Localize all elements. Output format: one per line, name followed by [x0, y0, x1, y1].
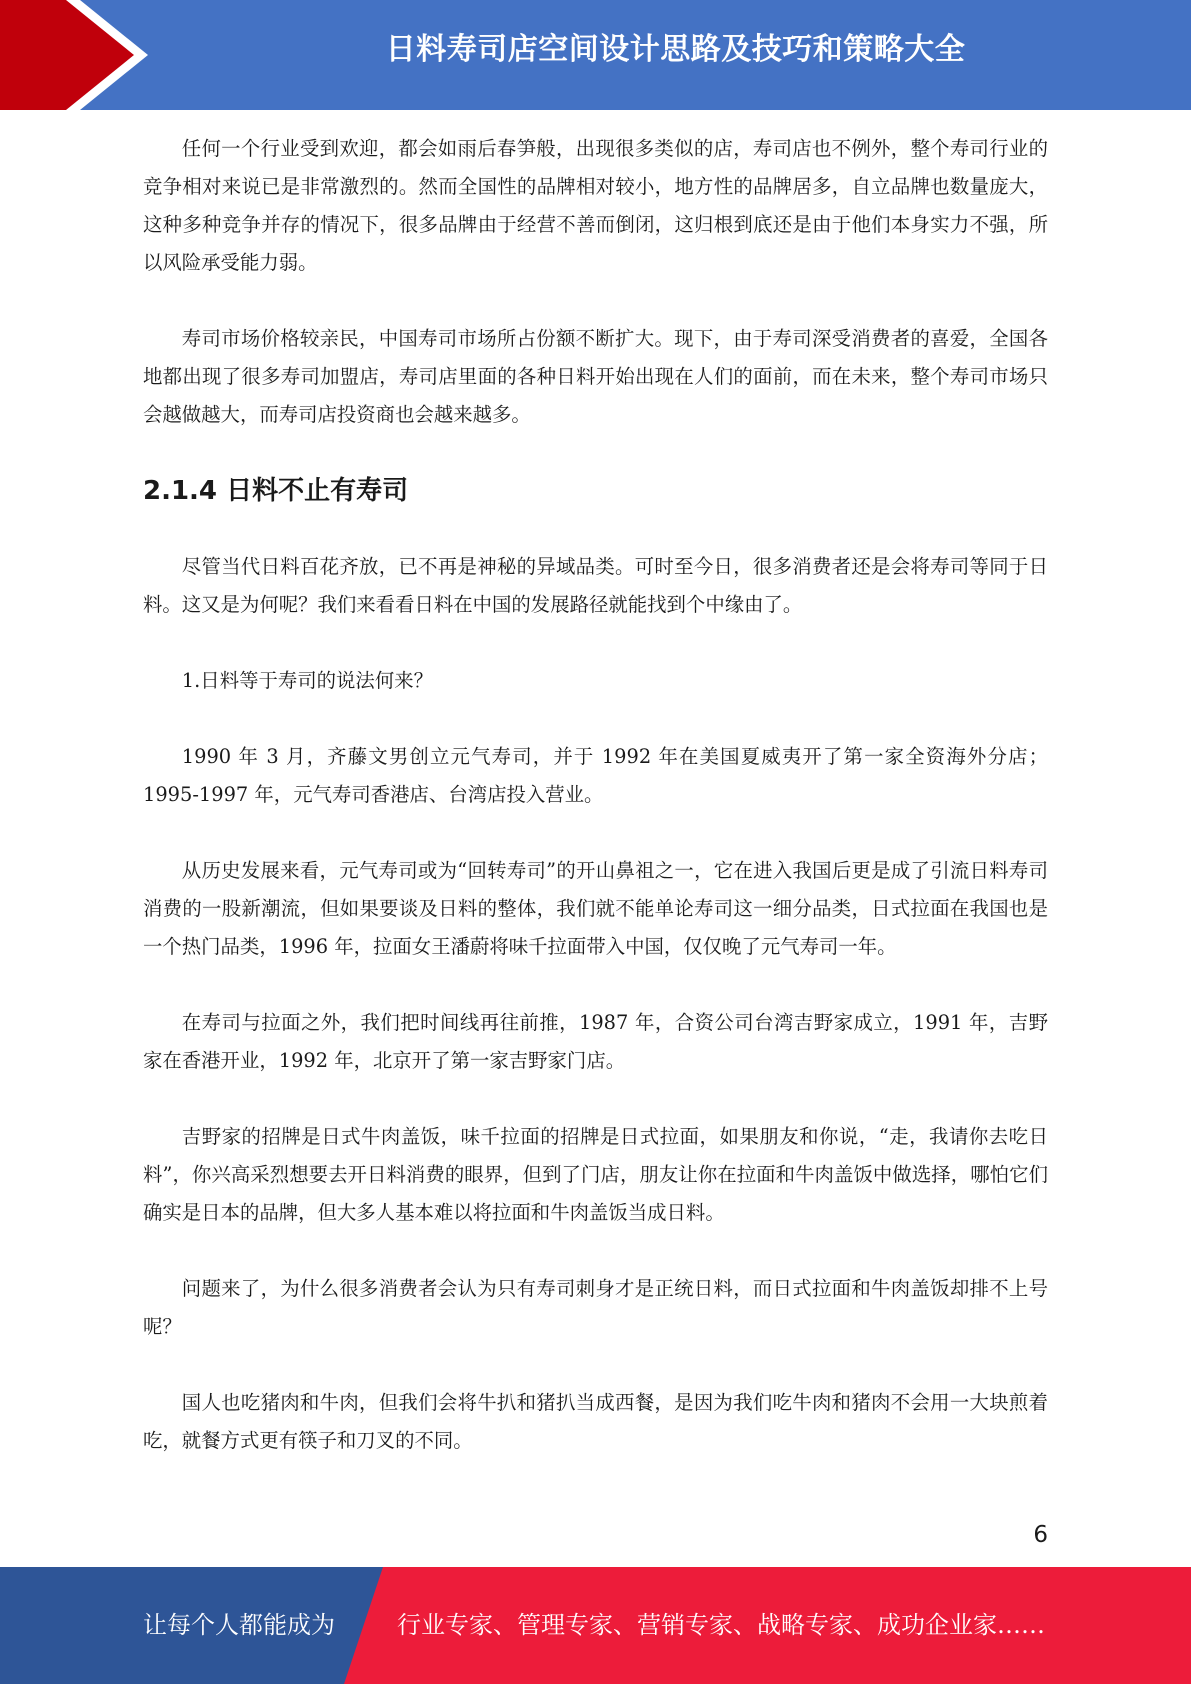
paragraph-market-growth: 寿司市场价格较亲民，中国寿司市场所占份额不断扩大。现下，由于寿司深受消费者的喜爱，全国各地都出现了很多寿司加盟店，寿司店里面的各种日料开始出现在人们的面前，而在未来，整个寿司市场只会越做越大，而寿司店投资商也会越来越多。: [143, 327, 1048, 426]
paragraph-genki-history: 1990 年 3 月，齐藤文男创立元气寿司，并于 1992 年在美国夏威夷开了第一家全资海外分店；1995-1997 年，元气寿司香港店、台湾店投入营业。: [143, 745, 1048, 806]
page-header: [0, 0, 1191, 110]
paragraph-spacer: [143, 510, 1048, 548]
paragraph-signature-dishes: 吉野家的招牌是日式牛肉盖饭，味千拉面的招牌是日式拉面，如果朋友和你说，“走，我请你去吃日料”，你兴高采烈想要去开日料消费的眼界，但到了门店，朋友让你在拉面和牛肉盖饭中做选择，哪怕它们确实是日本的品牌，但大多人基本难以将拉面和牛肉盖饭当成日料。: [143, 1125, 1048, 1224]
page-footer: [0, 1567, 1191, 1684]
paragraph-ramen-history: 从历史发展来看，元气寿司或为“回转寿司”的开山鼻祖之一，它在进入我国后更是成了引流日料寿司消费的一股新潮流，但如果要谈及日料的整体，我们就不能单论寿司这一细分品类，日式拉面在我国也是一个热门品类，1996 年，拉面女王潘蔚将味千拉面带入中国，仅仅晚了元气寿司一年。: [143, 859, 1048, 958]
document-title: 日料寿司店空间设计思路及技巧和策略大全: [385, 32, 966, 67]
paragraph-spacer: [143, 624, 1048, 662]
paragraph-intro: 尽管当代日料百花齐放，已不再是神秘的异域品类。可时至今日，很多消费者还是会将寿司等同于日料。这又是为何呢？我们来看看日料在中国的发展路径就能找到个中缘由了。: [143, 555, 1048, 616]
page-number: 6: [1033, 1522, 1048, 1548]
document-body: [143, 130, 1048, 1460]
paragraph-spacer: [143, 814, 1048, 852]
paragraph-spacer: [143, 1080, 1048, 1118]
section-heading: 2.1.4 日料不止有寿司: [143, 476, 409, 506]
footer-slogan-left: 让每个人都能成为: [143, 1611, 335, 1639]
paragraph-spacer: [143, 282, 1048, 320]
paragraph-spacer: [143, 434, 1048, 472]
paragraph-spacer: [143, 1346, 1048, 1384]
paragraph-spacer: [143, 1232, 1048, 1270]
paragraph-spacer: [143, 700, 1048, 738]
paragraph-yoshinoya-history: 在寿司与拉面之外，我们把时间线再往前推，1987 年，合资公司台湾吉野家成立，1991 年，吉野家在香港开业，1992 年，北京开了第一家吉野家门店。: [143, 1011, 1048, 1072]
paragraph-dining-style: 国人也吃猪肉和牛肉，但我们会将牛扒和猪扒当成西餐，是因为我们吃牛肉和猪肉不会用一大块煎着吃，就餐方式更有筷子和刀叉的不同。: [143, 1391, 1048, 1452]
paragraph-industry-competition: 任何一个行业受到欢迎，都会如雨后春笋般，出现很多类似的店，寿司店也不例外，整个寿司行业的竞争相对来说已是非常激烈的。然而全国性的品牌相对较小，地方性的品牌居多，自立品牌也数量庞大，这种多种竞争并存的情况下，很多品牌由于经营不善而倒闭，这归根到底还是由于他们本身实力不强，所以风险承受能力弱。: [143, 137, 1048, 274]
footer-slogan-right: 行业专家、管理专家、营销专家、战略专家、成功企业家……: [397, 1611, 1045, 1639]
paragraph-spacer: [143, 966, 1048, 1004]
subheading-question: 1.日料等于寿司的说法何来？: [181, 669, 433, 692]
paragraph-question: 问题来了，为什么很多消费者会认为只有寿司刺身才是正统日料，而日式拉面和牛肉盖饭却排不上号呢？: [143, 1277, 1048, 1338]
